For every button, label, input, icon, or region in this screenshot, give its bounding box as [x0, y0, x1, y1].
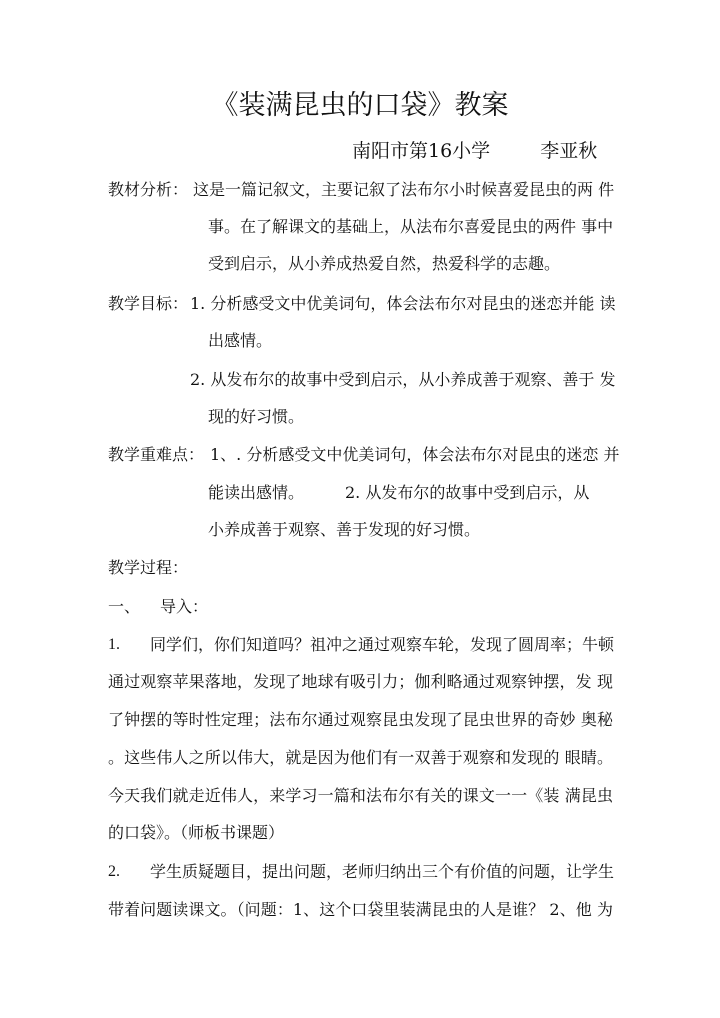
goals-item1-line-2: 出感情。 [208, 331, 273, 350]
process-para1-line-1: 同学们，你们知道吗？祖冲之通过观察车轮，发现了圆周率；牛顿 [150, 635, 615, 654]
process-label: 教学过程： [108, 558, 189, 577]
goals-label: 教学目标： [108, 294, 189, 313]
author-name: 李亚秋 [540, 140, 598, 162]
process-para1-line-5: 今天我们就走近伟人，来学习一篇和法布尔有关的课文一一《装 满昆虫 [108, 786, 613, 805]
process-para1-line-4: 。这些伟人之所以伟大，就是因为他们有一双善于观察和发现的 眼睛。 [108, 748, 613, 767]
process-para1-line-3: 了钟摆的等时性定理；法布尔通过观察昆虫发现了昆虫世界的奇妙 奥秘 [108, 710, 613, 729]
process-para1-line-2: 通过观察苹果落地，发现了地球有吸引力；伽利略通过观察钟摆，发 现 [108, 672, 613, 691]
process-para1-number: 1. [108, 636, 120, 653]
process-para2-line-1: 学生质疑题目，提出问题，老师归纳出三个有价值的问题，让学生 [150, 862, 615, 881]
school-name: 南阳市第16小学 [352, 140, 491, 162]
goals-item1-line-1: 1. 分析感受文中优美词句，体会法布尔对昆虫的迷恋并能 读 [190, 294, 616, 313]
process-para2-number: 2. [108, 863, 120, 880]
process-step1-number: 一、 [108, 597, 141, 616]
analysis-label: 教材分析： [108, 180, 189, 199]
goals-item2-line-2: 现的好习惯。 [208, 407, 305, 426]
process-para1-line-6: 的口袋》。（师板书课题） [108, 823, 285, 842]
analysis-line-3: 受到启示，从小养成热爱自然，热爱科学的志趣。 [208, 254, 561, 273]
process-step1-label: 导入： [160, 597, 209, 616]
analysis-line-2: 事。在了解课文的基础上，从法布尔喜爱昆虫的两件 事中 [208, 217, 614, 236]
document-title: 《装满昆虫的口袋》教案 [211, 90, 509, 121]
analysis-line-1: 这是一篇记叙文，主要记叙了法布尔小时候喜爱昆虫的两 件 [193, 180, 615, 199]
difficulties-line-2: 能读出感情。 [208, 483, 305, 502]
difficulties-line-3: 2. 从发布尔的故事中受到启示，从 [345, 483, 590, 502]
goals-item2-line-1: 2. 从发布尔的故事中受到启示，从小养成善于观察、善于 发 [190, 370, 616, 389]
difficulties-label: 教学重难点： [108, 445, 205, 464]
difficulties-line-1: 1、. 分析感受文中优美词句，体会法布尔对昆虫的迷恋 并 [210, 445, 620, 464]
author-line [352, 138, 597, 164]
process-para2-line-2: 带着问题读课文。（问题：1、这个口袋里装满昆虫的人是谁？ 2、他 为 [108, 900, 613, 919]
difficulties-line-4: 小养成善于观察、善于发现的好习惯。 [208, 520, 481, 539]
